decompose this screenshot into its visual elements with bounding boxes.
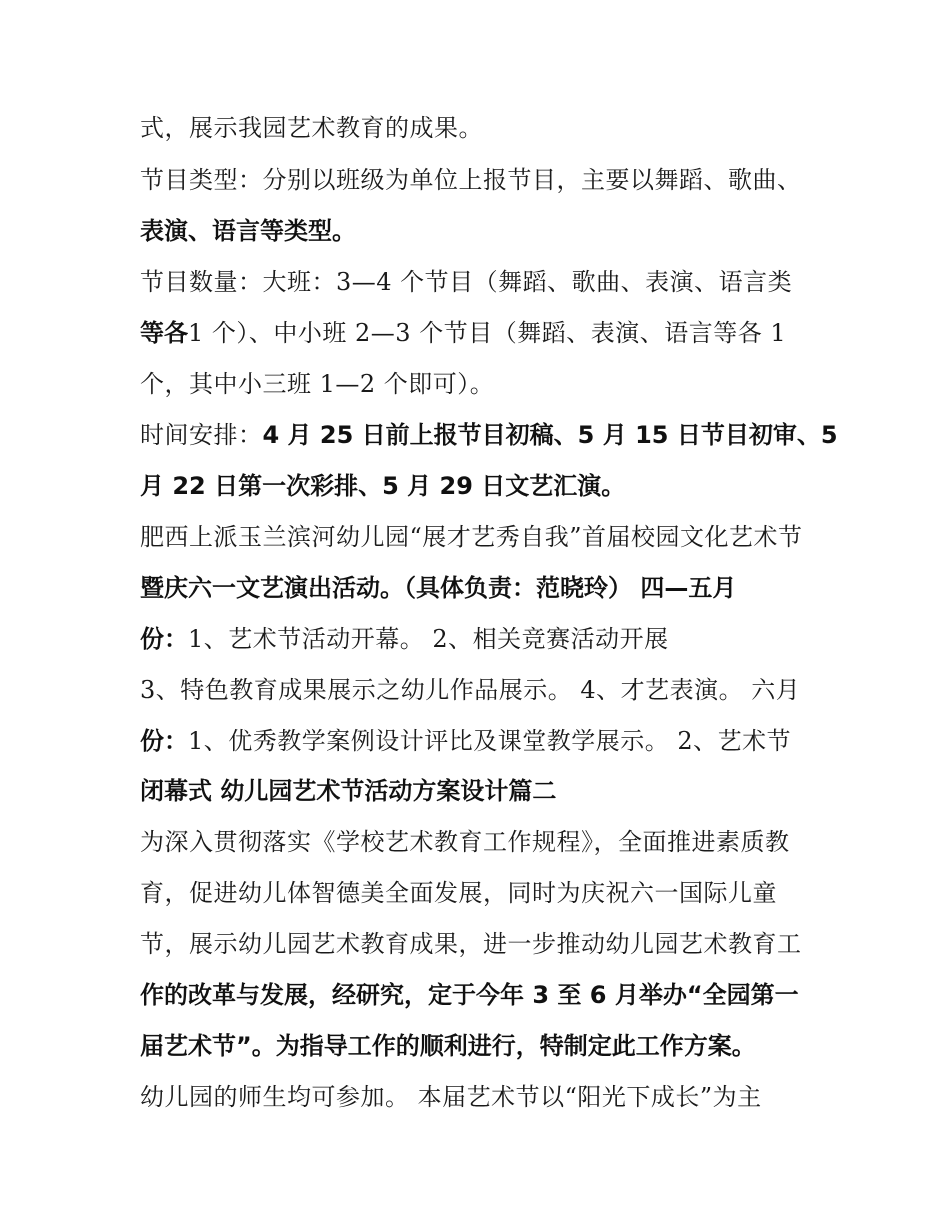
- text-line: [140, 470, 625, 503]
- text-segment: 个，其中小三班 1—2 个即可）。: [140, 370, 495, 398]
- text-segment: 育，促进幼儿体智德美全面发展，同时为庆祝六一国际儿童: [140, 879, 777, 907]
- text-line: [140, 826, 790, 859]
- text-segment: 暨庆六一文艺演出活动。（具体负责：范晓玲） 四—五月: [140, 574, 737, 602]
- text-line: [140, 419, 838, 452]
- text-line: [140, 112, 483, 145]
- text-segment: 1、艺术节活动开幕。 2、相关竞赛活动开展: [188, 625, 669, 653]
- text-line: [140, 266, 792, 299]
- text-segment: 时间安排：: [140, 421, 263, 449]
- text-line: [140, 215, 356, 248]
- text-segment: 份：: [140, 727, 188, 755]
- text-segment: 闭幕式 幼儿园艺术节活动方案设计篇二: [140, 777, 557, 805]
- text-line: [140, 1081, 762, 1114]
- text-line: [140, 775, 556, 808]
- text-segment: 式，展示我园艺术教育的成果。: [140, 114, 483, 142]
- text-line: [140, 521, 803, 554]
- text-segment: 幼儿园的师生均可参加。 本届艺术节以“阳光下成长”为主: [140, 1083, 762, 1111]
- text-segment: 1、优秀教学案例设计评比及课堂教学展示。 2、艺术节: [188, 727, 792, 755]
- text-line: [140, 368, 494, 401]
- text-line: [140, 979, 799, 1012]
- text-segment: 表演、语言等类型。: [140, 217, 356, 245]
- text-segment: 节，展示幼儿园艺术教育成果，进一步推动幼儿园艺术教育工: [140, 930, 802, 958]
- text-line: [140, 623, 669, 656]
- text-segment: 3、特色教育成果展示之幼儿作品展示。 4、才艺表演。 六月: [140, 676, 801, 704]
- text-segment: 为深入贯彻落实《学校艺术教育工作规程》，全面推进素质教: [140, 828, 790, 856]
- text-line: [140, 877, 777, 910]
- text-line: [140, 1030, 756, 1063]
- text-segment: 份：: [140, 625, 188, 653]
- text-segment: 作的改革与发展，经研究，定于今年 3 至 6 月举办“全园第一: [140, 981, 799, 1009]
- text-line: [140, 928, 802, 961]
- text-line: [140, 317, 786, 350]
- text-segment: 等各: [140, 319, 188, 347]
- text-segment: 肥西上派玉兰滨河幼儿园“展才艺秀自我”首届校园文化艺术节: [140, 523, 803, 551]
- text-segment: 节目数量：大班：3—4 个节目（舞蹈、歌曲、表演、语言类: [140, 268, 793, 296]
- text-segment: 4 月 25 日前上报节目初稿、5 月 15 日节目初审、5: [262, 421, 838, 449]
- text-segment: 1 个）、中小班 2—3 个节目（舞蹈、表演、语言等各 1: [188, 319, 787, 347]
- text-line: [140, 164, 802, 197]
- text-segment: 月 22 日第一次彩排、5 月 29 日文艺汇演。: [140, 472, 626, 500]
- text-line: [140, 572, 736, 605]
- text-line: [140, 725, 791, 758]
- text-segment: 节目类型：分别以班级为单位上报节目，主要以舞蹈、歌曲、: [140, 166, 802, 194]
- text-line: [140, 674, 800, 707]
- text-segment: 届艺术节”。为指导工作的顺利进行，特制定此工作方案。: [140, 1032, 756, 1060]
